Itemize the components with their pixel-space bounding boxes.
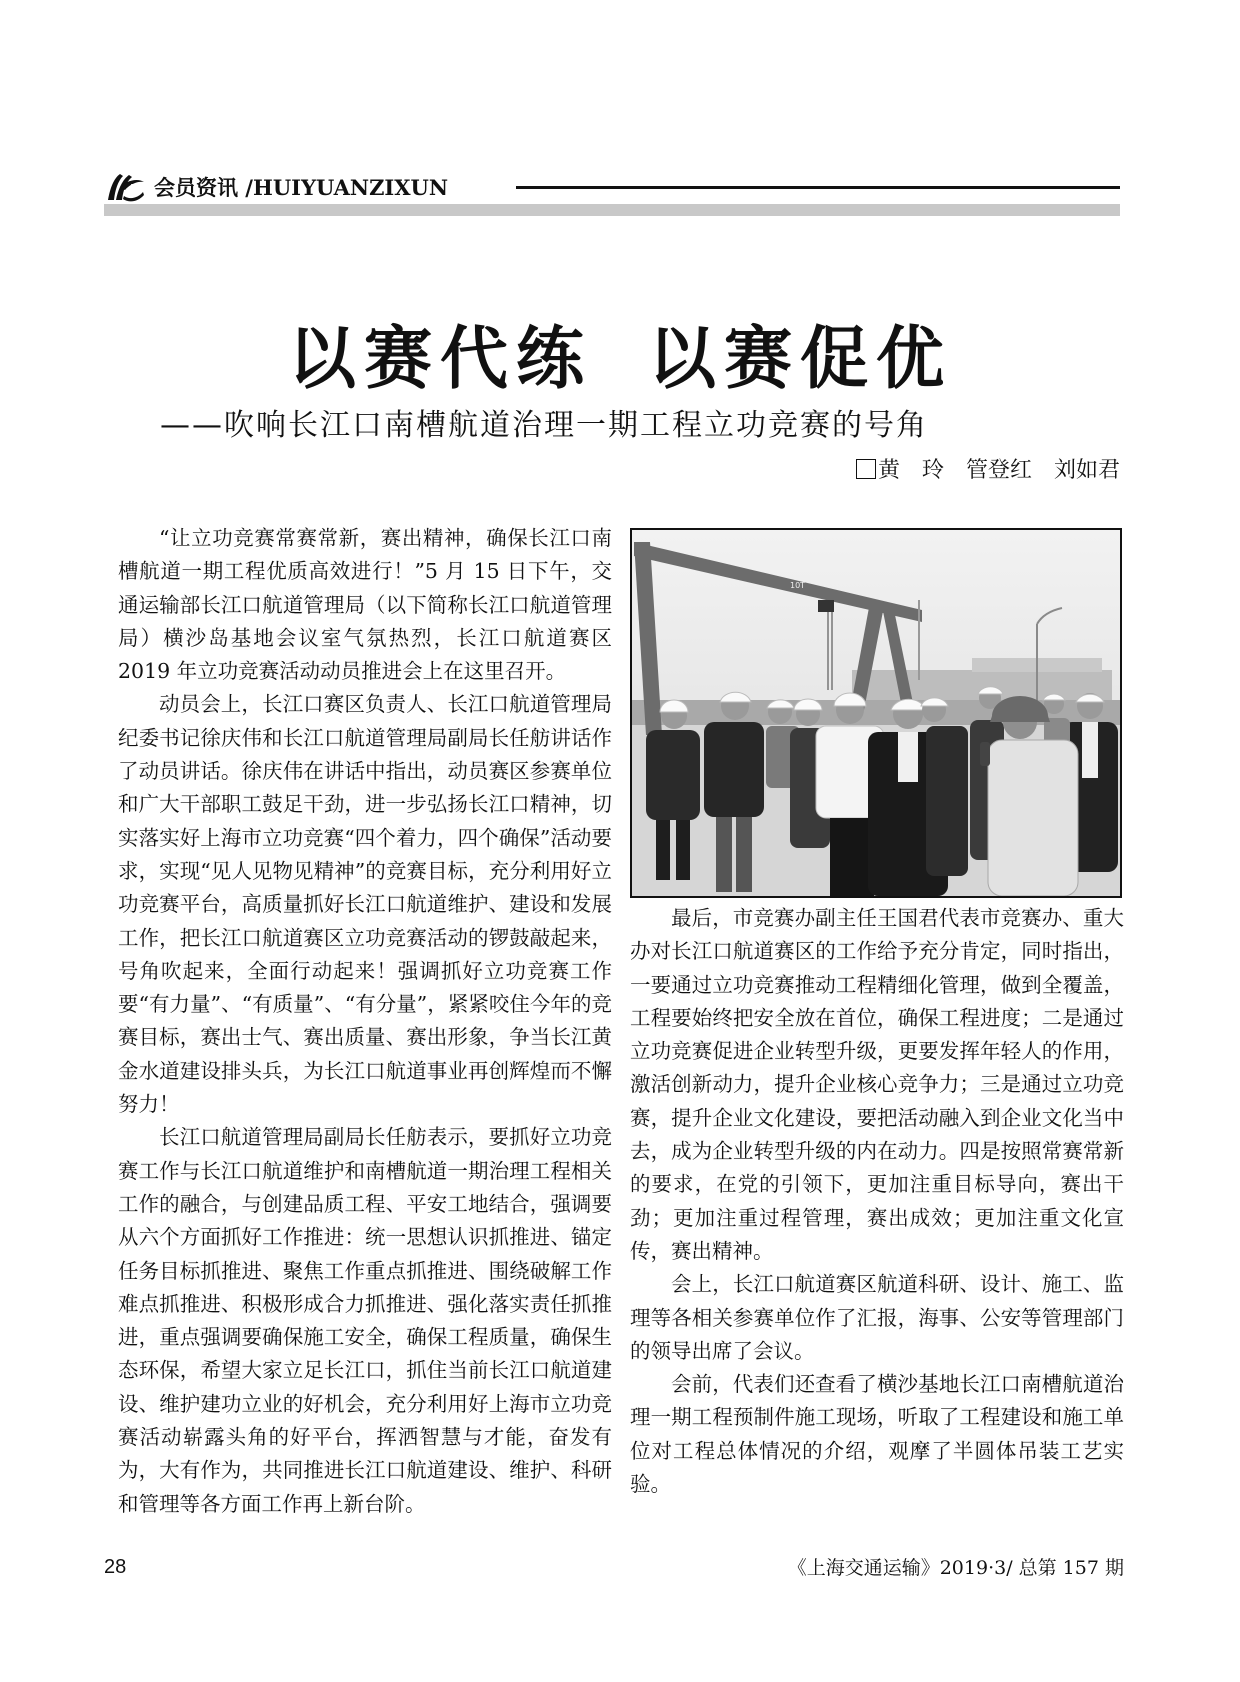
right-column <box>630 902 1124 1501</box>
article-title <box>0 305 1240 402</box>
paragraph: 长江口航道管理局副局长任舫表示，要抓好立功竞赛工作与长江口航道维护和南槽航道一期治理工程相关工作的融合，与创建品质工程、平安工地结合，强调要从六个方面抓好工作推进：统一思想认识抓推进、锚定任务目标抓推进、聚焦工作重点抓推进、围绕破解工作难点抓推进、积极形成合力抓推进、强化落实责任抓推进，重点强调要确保施工安全，确保工程质量，确保生态环保，希望大家立足长江口，抓住当前长江口航道建设、维护建功立业的好机会，充分利用好上海市立功竞赛活动崭露头角的好平台，挥洒智慧与才能，奋发有为，大有作为，共同推进长江口航道建设、维护、科研和管理等各方面工作再上新台阶。 <box>118 1125 612 1516</box>
paragraph: 会上，长江口航道赛区航道科研、设计、施工、监理等各相关参赛单位作了汇报，海事、公安等管理部门的领导出席了会议。 <box>630 1272 1124 1363</box>
site-visit-photo <box>632 530 1120 896</box>
author-3: 刘如君 <box>1053 458 1120 483</box>
header-gray-band <box>104 204 1120 216</box>
journal-issue: 《上海交通运输》2019·3/ 总第 157 期 <box>787 1557 1124 1579</box>
paragraph: “让立功竞赛常赛常新，赛出精神，确保长江口南槽航道一期工程优质高效进行！”5 月 15 日下午，交通运输部长江口航道管理局（以下简称长江口航道管理局）横沙岛基地会议室气氛热烈，长江口航道赛区 2019 年立功竞赛活动动员推进会上在这里召开。 <box>118 526 612 684</box>
author-1: 黄 玲 <box>877 458 944 483</box>
paragraph: 会前，代表们还查看了横沙基地长江口南槽航道治理一期工程预制件施工现场，听取了工程建设和施工单位对工程总体情况的介绍，观摩了半圆体吊装工艺实验。 <box>630 1372 1124 1497</box>
header-rule <box>516 186 1120 189</box>
paragraph: 动员会上，长江口赛区负责人、长江口航道管理局纪委书记徐庆伟和长江口航道管理局副局长任舫讲话作了动员讲话。徐庆伟在讲话中指出，动员赛区参赛单位和广大干部职工鼓足干劲，进一步弘扬长江口精神，切实落实好上海市立功竞赛“四个着力，四个确保”活动要求，实现“见人见物见精神”的竞赛目标，充分利用好立功竞赛平台，高质量抓好长江口航道维护、建设和发展工作，把长江口航道赛区立功竞赛活动的锣鼓敲起来，号角吹起来，全面行动起来！强调抓好立功竞赛工作要“有力量”、“有质量”、“有分量”，紧紧咬住今年的竞赛目标，赛出士气、赛出质量、赛出形象，争当长江黄金水道建设排头兵，为长江口航道事业再创辉煌而不懈努力！ <box>118 692 612 1117</box>
article-subtitle: ——吹响长江口南槽航道治理一期工程立功竞赛的号角 <box>160 408 928 443</box>
author-2: 管登红 <box>965 458 1032 483</box>
page-number: 28 <box>104 1556 127 1578</box>
title-part-2: 以赛促优 <box>648 319 953 399</box>
left-column <box>118 522 612 1521</box>
paragraph: 最后，市竞赛办副主任王国君代表市竞赛办、重大办对长江口航道赛区的工作给予充分肯定，同时指出，一要通过立功竞赛推动工程精细化管理，做到全覆盖，工程要始终把安全放在首位，确保工程进度；二是通过立功竞赛促进企业转型升级，更要发挥年轻人的作用，激活创新动力，提升企业核心竞争力；三是通过立功竞赛，提升企业文化建设，要把活动融入到企业文化当中去，成为企业转型升级的内在动力。四是按照常赛常新的要求，在党的引领下，更加注重目标导向，赛出干劲；更加注重过程管理，赛出成效；更加注重文化宣传，赛出精神。 <box>630 906 1124 1263</box>
magazine-logo-icon <box>104 170 146 204</box>
byline-box-icon <box>856 459 876 479</box>
section-label: 会员资讯 /HUIYUANZIXUN <box>154 175 449 200</box>
article-photo <box>630 528 1122 898</box>
crane-capacity-marking: 10T <box>790 581 806 590</box>
title-part-1: 以赛代练 <box>287 319 592 399</box>
byline <box>856 453 1120 484</box>
section-header <box>104 168 1120 214</box>
